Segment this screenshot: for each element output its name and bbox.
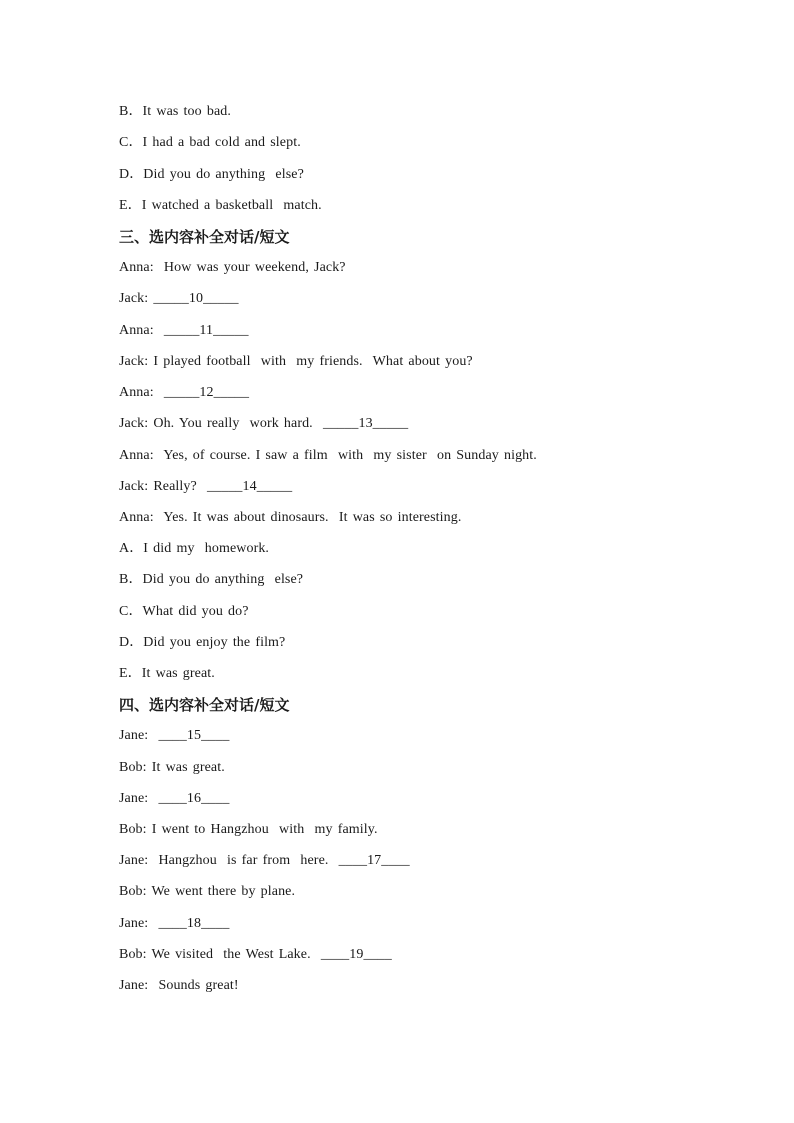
section4-heading: 四、选内容补全对话/短文: [119, 696, 290, 714]
section2-option-c: C．I had a bad cold and slept.: [119, 135, 301, 150]
section2-option-e: E．I watched a basketball match.: [119, 198, 322, 213]
section4-dialogue-line: Bob: We went there by plane.: [119, 884, 296, 899]
section3-dialogue-line: Jack: Really? _____14_____: [119, 479, 293, 494]
section4-dialogue-line: Jane: ____16____: [119, 791, 230, 806]
section4-dialogue-line: Jane: Hangzhou is far from here. ____17____: [119, 853, 410, 868]
section3-dialogue-line: Anna: Yes. It was about dinosaurs. It was so interesting.: [119, 510, 462, 525]
section4-dialogue-line: Bob: I went to Hangzhou with my family.: [119, 822, 378, 837]
section3-option-d: D．Did you enjoy the film?: [119, 635, 286, 650]
section3-option-c: C．What did you do?: [119, 604, 249, 619]
section3-option-e: E．It was great.: [119, 666, 215, 681]
section2-option-d: D．Did you do anything else?: [119, 167, 304, 182]
section3-dialogue-line: Jack: Oh. You really work hard. _____13_____: [119, 416, 409, 431]
section3-dialogue-line: Anna: How was your weekend, Jack?: [119, 260, 346, 275]
section3-dialogue-line: Anna: _____11_____: [119, 323, 249, 338]
section3-dialogue-line: Jack: _____10_____: [119, 291, 239, 306]
section4-dialogue-line: Jane: ____18____: [119, 916, 230, 931]
section3-option-a: A．I did my homework.: [119, 541, 270, 556]
section3-option-b: B．Did you do anything else?: [119, 572, 304, 587]
section3-dialogue-line: Anna: Yes, of course. I saw a film with my sister on Sunday night.: [119, 448, 537, 463]
section4-dialogue-line: Bob: We visited the West Lake. ____19____: [119, 947, 392, 962]
section3-heading: 三、选内容补全对话/短文: [119, 228, 290, 246]
section4-dialogue-line: Jane: ____15____: [119, 728, 230, 743]
section3-dialogue-line: Jack: I played football with my friends. What about you?: [119, 354, 473, 369]
section2-option-b: B．It was too bad.: [119, 104, 231, 119]
section4-dialogue-line: Jane: Sounds great!: [119, 978, 239, 993]
section3-dialogue-line: Anna: _____12_____: [119, 385, 250, 400]
section4-dialogue-line: Bob: It was great.: [119, 760, 225, 775]
